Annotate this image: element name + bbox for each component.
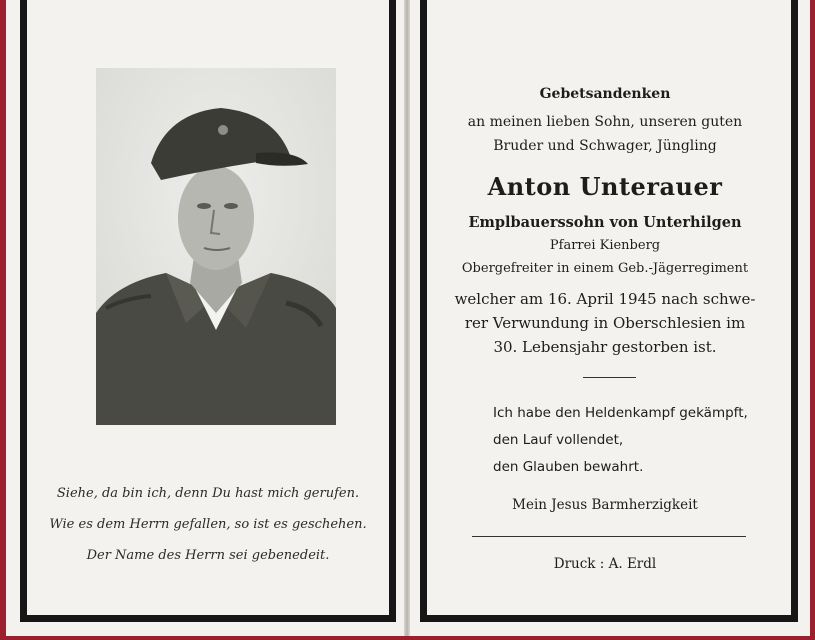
verse-line: Siehe, da bin ich, denn Du hast mich gerufen. <box>56 486 360 501</box>
printer-credit: Druck : A. Erdl <box>553 556 657 572</box>
intro-line: an meinen lieben Sohn, unseren guten <box>467 114 743 130</box>
military-rank: Obergefreiter in einem Geb.-Jägerregiment <box>461 261 749 276</box>
short-divider <box>583 377 636 378</box>
quote-line: den Lauf vollendet, <box>493 432 624 448</box>
death-line: rer Verwundung in Oberschlesien im <box>464 314 746 332</box>
verse-line: Wie es dem Herrn gefallen, so ist es geschehen. <box>49 517 367 532</box>
verse-line: Der Name des Herrn sei gebenedeit. <box>86 548 330 563</box>
quote-line: den Glauben bewahrt. <box>493 459 644 475</box>
prayer-heading: Gebetsandenken <box>539 86 671 102</box>
long-divider <box>472 536 746 537</box>
verse-left <box>26 478 390 571</box>
closing-prayer: Mein Jesus Barmherzigkeit <box>512 497 698 513</box>
death-line: welcher am 16. April 1945 nach schwe- <box>454 290 756 308</box>
intro-line: Bruder und Schwager, Jüngling <box>493 138 717 154</box>
quote-line: Ich habe den Heldenkampf gekämpft, <box>493 405 748 421</box>
parish: Pfarrei Kienberg <box>549 238 661 253</box>
family-origin: Emplbauerssohn von Unterhilgen <box>468 214 742 231</box>
death-line: 30. Lebensjahr gestorben ist. <box>493 338 717 356</box>
deceased-name: Anton Unterauer <box>487 172 723 201</box>
portrait-photo <box>96 68 336 425</box>
